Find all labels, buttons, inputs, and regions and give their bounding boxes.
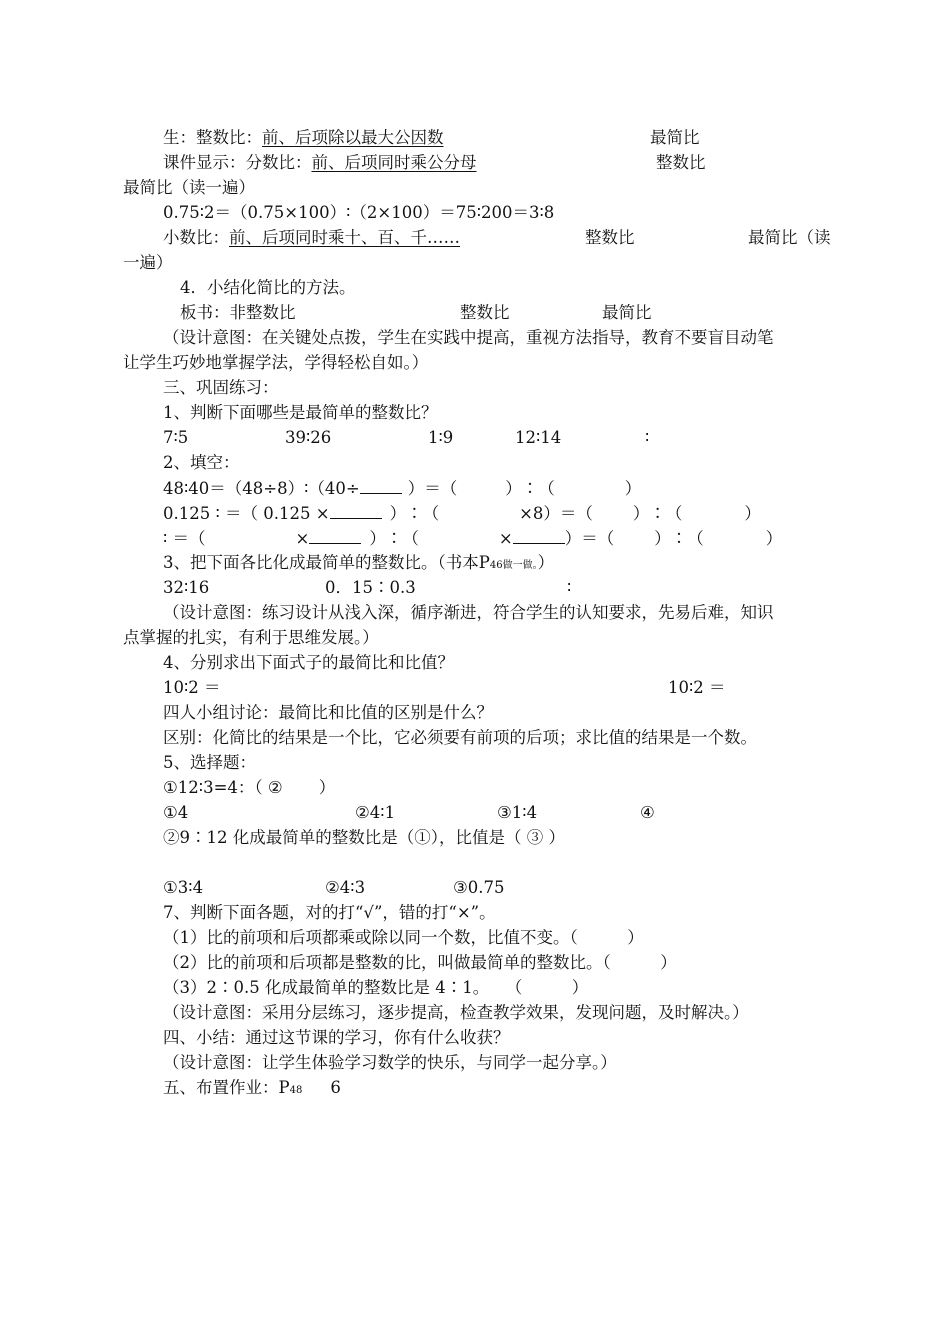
text: 课件显示：分数比： [163, 153, 312, 172]
summary-heading: 四、小结：通过这节课的学习，你有什么收获？ [163, 1028, 510, 1047]
text-underlined: 前、后项除以最大公因数 [262, 128, 444, 147]
design-note: （设计意图：练习设计从浅入深，循序渐进，符合学生的认知要求，先易后难，知识 [163, 603, 774, 622]
design-note: 点掌握的扎实，有利于思维发展。） [123, 628, 379, 647]
equation: 10∶2 ＝ [163, 678, 221, 697]
design-note: （设计意图：让学生体验学习数学的快乐，与同学一起分享。） [163, 1053, 617, 1072]
text: 0.125 ∶ ＝（ 0.125 × [163, 504, 330, 523]
option: ②4∶1 [355, 803, 396, 822]
line-8: 板书：非整数比 [180, 303, 296, 322]
blank [309, 527, 361, 544]
line-9: （设计意图：在关键处点拨，学生在实践中提高，重视方法指导，教育不要盲目动笔 [163, 328, 774, 347]
blank [513, 527, 565, 544]
line-10: 让学生巧妙地掌握学法，学得轻松自如。） [123, 353, 429, 372]
option: ①4 [163, 803, 189, 822]
line-5 [163, 227, 460, 249]
choice-question-2: ②9∶12 化成最简单的整数比是（①），比值是（ ③ ） [163, 828, 565, 847]
option: ③1∶4 [497, 803, 538, 822]
line-3: 最简比（读一遍） [123, 178, 255, 197]
judge-item: （3）2∶0.5 化成最简单的整数比是 4∶1。 （ ） [163, 978, 589, 997]
text-small: 46做一做。 [489, 560, 538, 571]
equation: 10∶2 ＝ [668, 678, 726, 697]
line-6: 一遍） [123, 253, 173, 272]
difference: 区别：化简比的结果是一个比，它必须要有前项的后项；求比值的结果是一个数。 [163, 728, 757, 747]
ratio: 7∶5 [163, 428, 189, 447]
text: ①12∶3=4：（ ② [163, 778, 283, 797]
ratio: 12∶14 [515, 428, 562, 447]
question-5: 5、选择题： [163, 753, 256, 772]
line-1 [163, 127, 444, 149]
text: 48∶40＝（48÷8）∶（40÷ [163, 479, 360, 498]
text: ） [318, 778, 336, 797]
text: 最简比（读 [748, 228, 831, 247]
ratio: 39∶26 [285, 428, 332, 447]
line-7: 4．小结化简比的方法。 [180, 278, 356, 297]
text: ）＝（ [564, 529, 615, 548]
line-2 [163, 152, 477, 174]
text: ×8）＝（ [519, 504, 593, 523]
fill-line-3 [163, 527, 782, 550]
text-underlined: 前、后项同时乘十、百、千…… [229, 228, 460, 247]
design-note: （设计意图：采用分层练习，逐步提高，检查教学效果，发现问题，及时解决。） [163, 1003, 749, 1022]
text: ） [765, 529, 783, 548]
text: 整数比 [585, 228, 635, 247]
text: ）∶（ [369, 529, 419, 548]
text-underlined: 前、后项同时乘公分母 [311, 153, 477, 172]
blank [330, 502, 382, 519]
question-1: 1、判断下面哪些是最简单的整数比？ [163, 403, 438, 422]
judge-item: （1）比的前项和后项都乘或除以同一个数，比值不变。（ ） [163, 928, 644, 947]
ratio: ∶ [645, 428, 650, 447]
judge-item: （2）比的前项和后项都是整数的比，叫做最简单的整数比。（ ） [163, 953, 677, 972]
question-3 [163, 552, 554, 577]
question-4: 4、分别求出下面式子的最简比和比值？ [163, 653, 454, 672]
question-7: 7、判断下面各题，对的打“√”，错的打“×”。 [163, 903, 496, 922]
section-heading: 三、巩固练习： [163, 378, 279, 397]
ratio: 32∶16 [163, 578, 210, 597]
fill-line-2 [163, 502, 761, 525]
homework [163, 1077, 341, 1102]
text: 6 [330, 1078, 341, 1097]
text: 小数比： [163, 228, 229, 247]
question-2: 2、填空： [163, 453, 240, 472]
text: × [498, 529, 513, 548]
text: ）＝（ [407, 479, 458, 498]
option: ④ [640, 803, 655, 822]
text: × [295, 529, 310, 548]
text: ）∶（ [389, 504, 440, 523]
text: ） [624, 479, 642, 498]
text: ） [537, 553, 555, 572]
option: ②4∶3 [325, 878, 366, 897]
text: 最简比 [602, 303, 652, 322]
text: 最简比 [650, 128, 700, 147]
line-4: 0.75∶2＝（0.75×100）∶（2×100）＝75∶200＝3∶8 [163, 203, 555, 222]
text: ）∶（ [632, 504, 683, 523]
option: ①3∶4 [163, 878, 204, 897]
text: ）∶（ [505, 479, 555, 498]
text-small: 48 [289, 1085, 303, 1096]
text: ）∶（ [654, 529, 704, 548]
choice-question-1 [163, 777, 335, 799]
discussion: 四人小组讨论：最简比和比值的区别是什么？ [163, 703, 493, 722]
ratio: ∶ [567, 578, 572, 597]
text: 五、布置作业：P [163, 1078, 290, 1097]
text: 生：整数比： [163, 128, 262, 147]
text: 3、把下面各比化成最简单的整数比。（书本P [163, 553, 490, 572]
text: ∶ ＝（ [163, 529, 206, 548]
fill-line-1 [163, 477, 641, 500]
ratio: 0．15∶0.3 [325, 578, 416, 597]
text: 整数比 [656, 153, 706, 172]
ratio: 1∶9 [428, 428, 454, 447]
text: ） [744, 504, 761, 523]
blank [360, 477, 402, 494]
option: ③0.75 [453, 878, 505, 897]
text: 整数比 [460, 303, 510, 322]
